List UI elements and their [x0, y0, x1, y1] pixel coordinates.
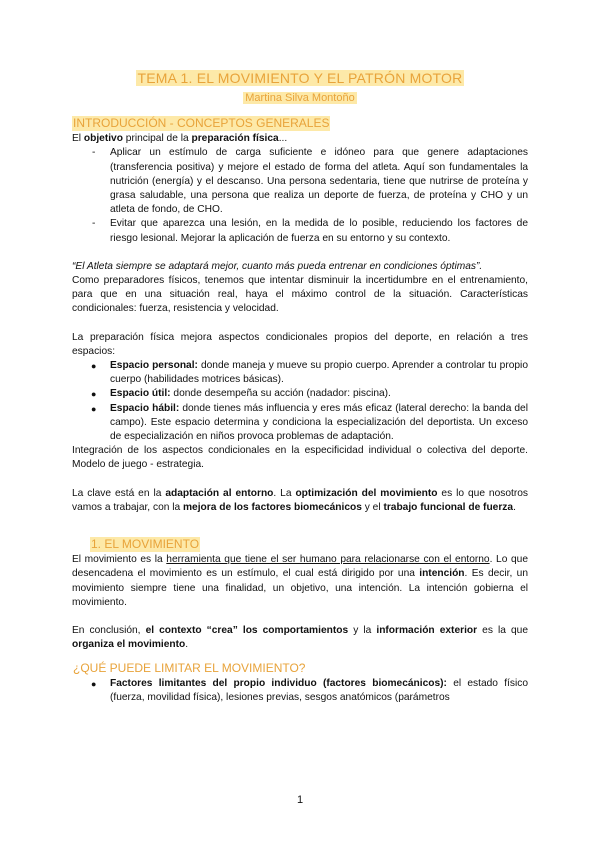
list-item: ● Factores limitantes del propio individuo (factores biomecánicos): el estado físico (fuerza, movilidad física), lesiones previas, sesgos anatómicos (parámetros: [91, 677, 528, 703]
paragraph: Integración de los aspectos condicionales en la especificidad individual o colectiva del deporte. Modelo de juego - estrategia.: [72, 445, 528, 471]
key-paragraph: La clave está en la adaptación al entorno. La optimización del movimiento es lo que nosotros vamos a trabajar, con la mejora de los factores biomecánicos y el trabajo funcional de fuerza.: [72, 487, 528, 513]
paragraph: La preparación física mejora aspectos condicionales propios del deporte, en relación a tres espacios:: [72, 331, 528, 357]
quote: “El Atleta siempre se adaptará mejor, cuanto más pueda entrenar en condiciones óptimas”.: [72, 260, 483, 272]
page-number: 1: [296, 794, 304, 806]
title-block: [0, 70, 600, 106]
list-item: - Evitar que aparezca una lesión, en la medida de lo posible, reduciendo los factores de riesgo lesional. Mejorar la aplicación de fuerza en su entorno y su contexto.: [92, 218, 528, 244]
list-item: ● Espacio útil: donde desempeña su acción (nadador: piscina).: [91, 388, 391, 400]
intro-heading: INTRODUCCIÓN - CONCEPTOS GENERALES: [73, 116, 330, 130]
conclusion-paragraph: En conclusión, el contexto “crea” los comportamientos y la información exterior es la que organiza el movimiento.: [72, 625, 528, 651]
objective-list: [72, 146, 528, 245]
paragraph: Como preparadores físicos, tenemos que intentar disminuir la incertidumbre en el entrenamiento, para que en una situación real, haya el máximo control de la situación. Características condicionales: fuerza, resistencia y velocidad.: [72, 275, 528, 315]
section-heading-movimiento: 1. EL MOVIMIENTO: [91, 537, 200, 552]
document-body: [72, 116, 528, 705]
limits-heading: ¿QUÉ PUEDE LIMITAR EL MOVIMIENTO?: [73, 660, 306, 675]
spaces-list: [72, 359, 528, 444]
intro-lead: El objetivo principal de la preparación física...: [72, 133, 288, 145]
list-item: ● Espacio hábil: donde tienes más influencia y eres más eficaz (lateral derecho: la banda del campo). Este espacio determina y condiciona la especialización del deportista. Un exceso de especialización en niños provoca problemas de adaptación.: [91, 402, 528, 443]
document-author: Martina Silva Montoño: [245, 92, 355, 104]
document-title: TEMA 1. EL MOVIMIENTO Y EL PATRÓN MOTOR: [137, 70, 463, 86]
paragraph: El movimiento es la herramienta que tiene el ser humano para relacionarse con el entorno. Lo que desencadena el movimiento es un estímulo, el cual está dirigido por una intención. Es decir, un movimiento siempre tiene una finalidad, un objetivo, una intención. La intención gobierna el movimiento.: [72, 554, 528, 608]
list-item: ● Espacio personal: donde maneja y mueve su propio cuerpo. Aprender a controlar tu propio cuerpo (habilidades motrices básicas).: [91, 360, 528, 386]
limits-list: [72, 677, 528, 705]
list-item: - Aplicar un estímulo de carga suficiente e idóneo para que genere adaptaciones (transferencia positiva) y mejore el estado de forma del atleta. Aquí son fundamentales la nutrición (energía) y el descanso. Una persona sedentaria, tiene que nutrirse de proteína y grasa saludable, una persona que realiza un deporte de fuerza, de proteína y CHO y un atleta de fondo, de CHO.: [92, 147, 528, 216]
